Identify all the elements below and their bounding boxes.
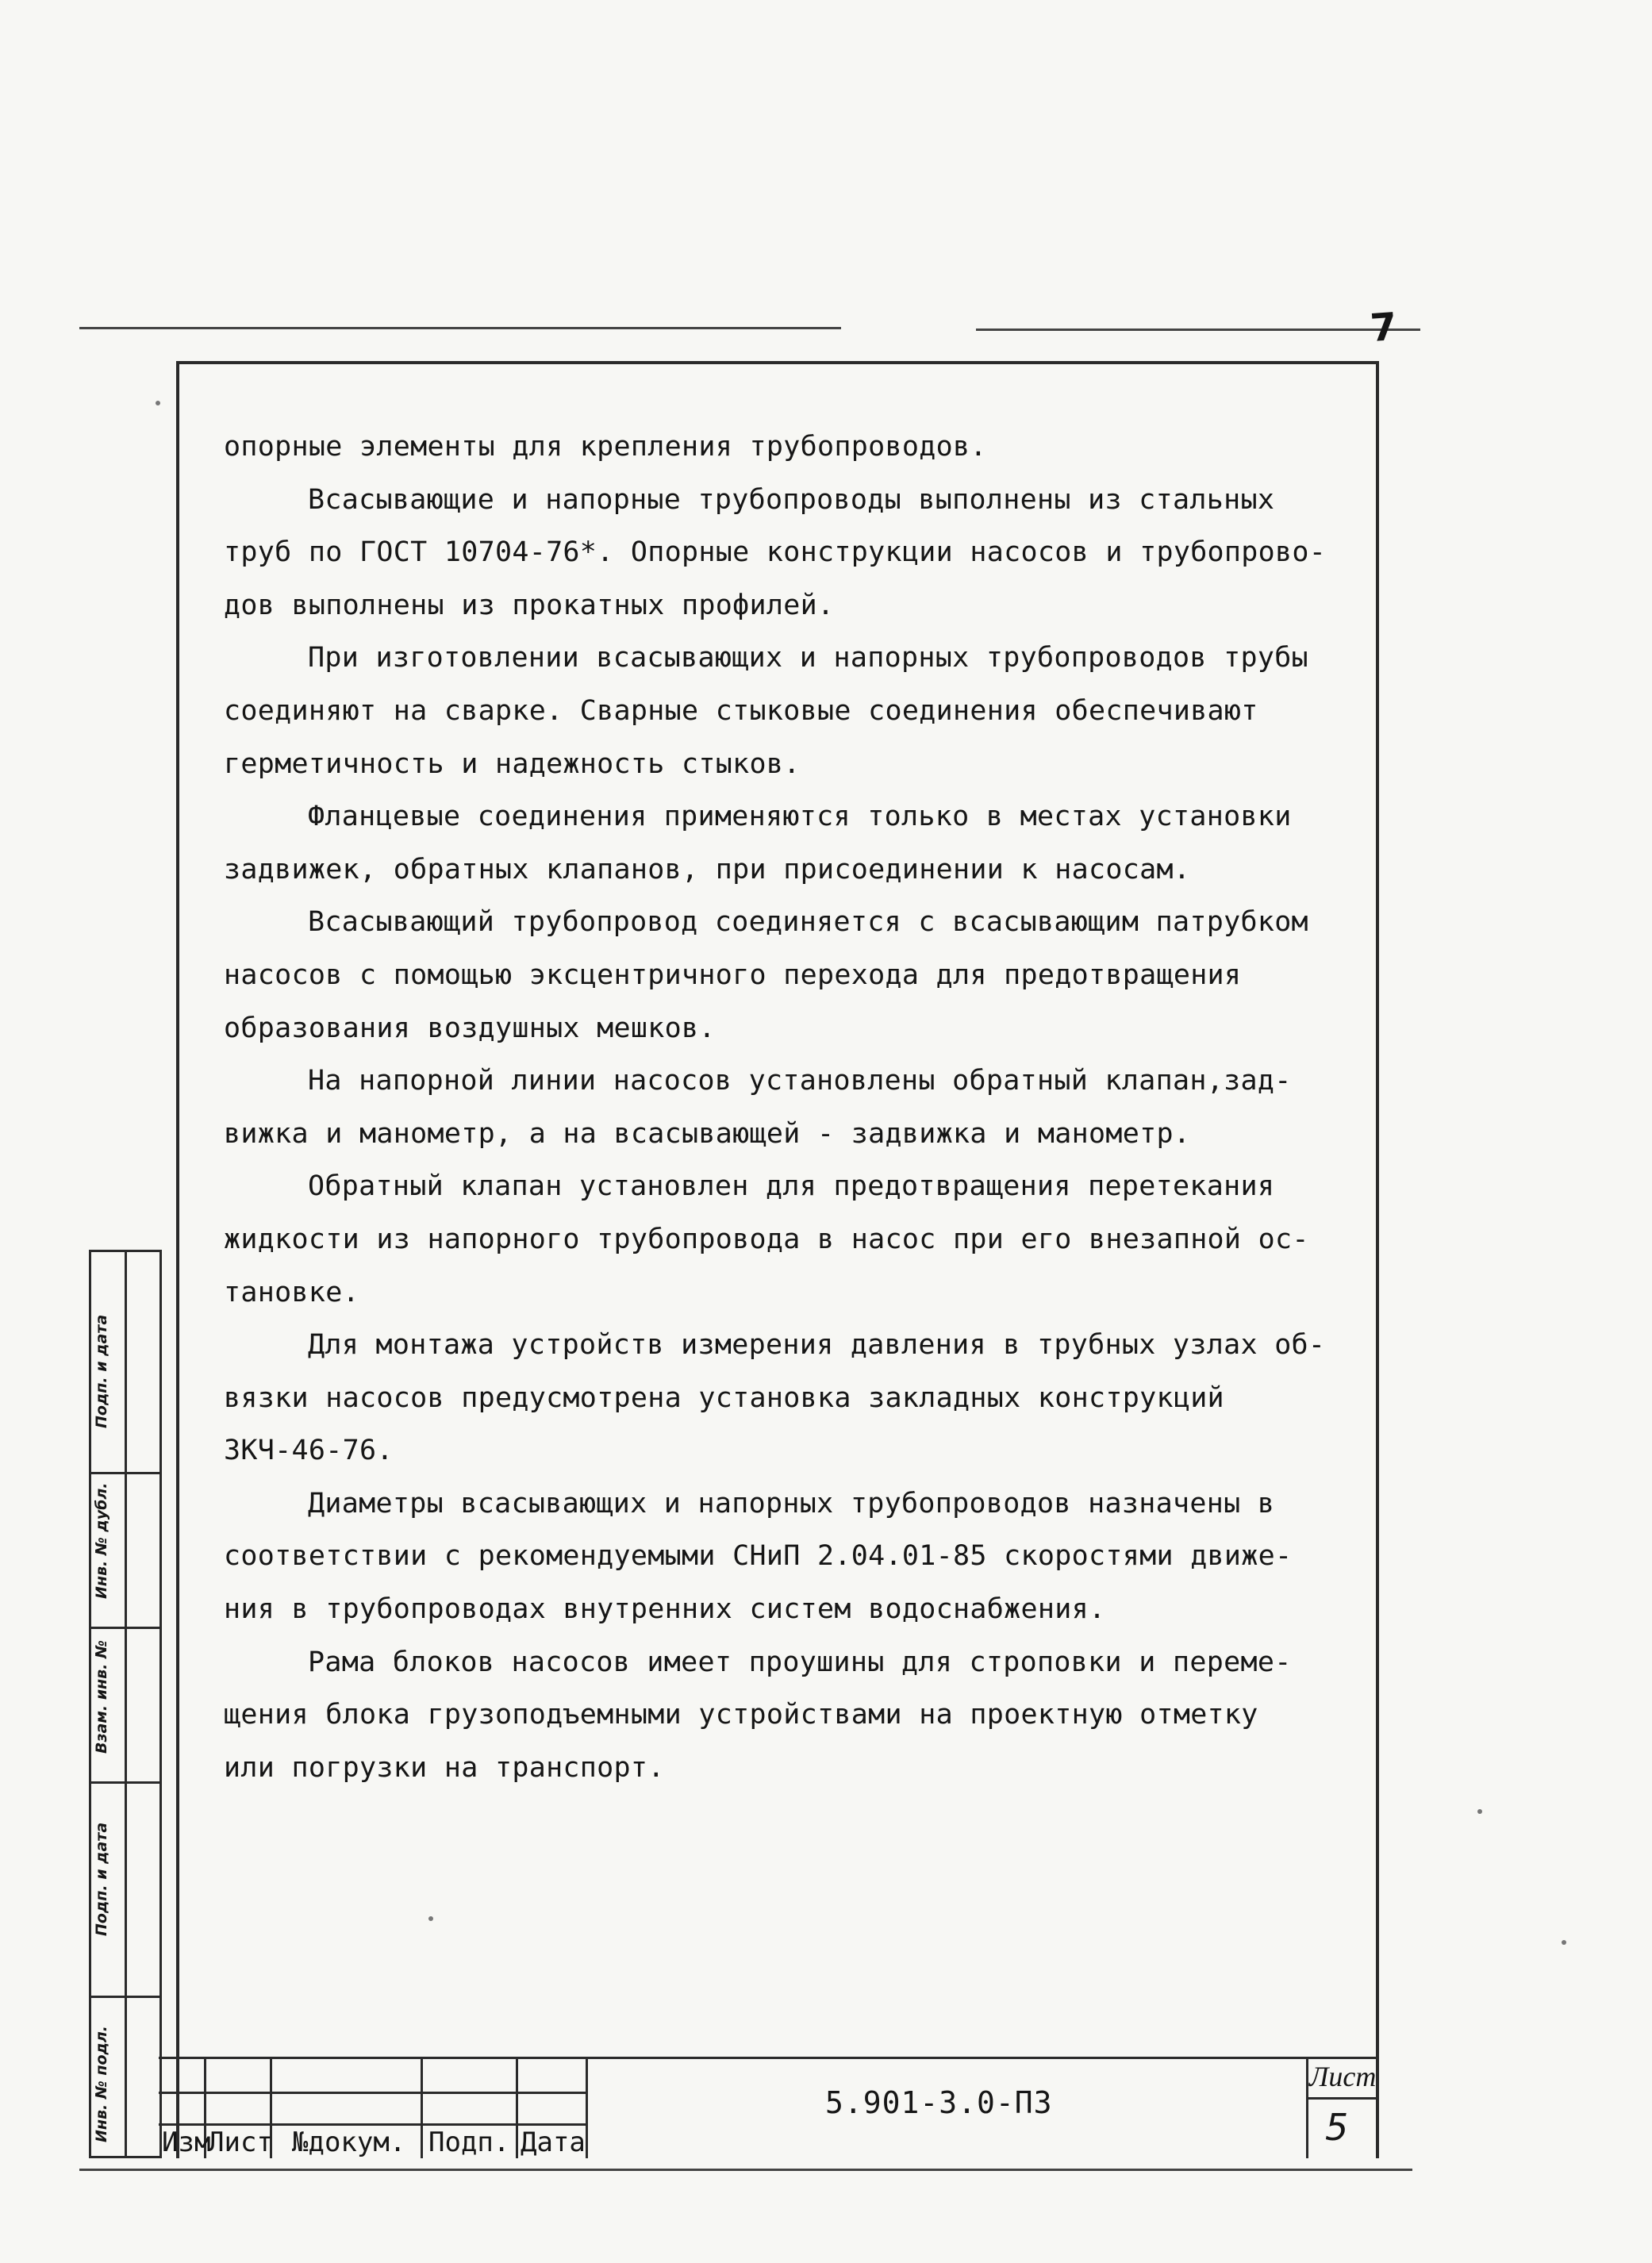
sidebar-label-sign-date-2: Подп. и дата — [93, 1822, 110, 1936]
document-body — [224, 421, 1350, 1794]
sidebar-label-replace-inv-no: Взам. инв. № — [93, 1640, 110, 1754]
paragraph — [224, 421, 1350, 474]
scan-speck — [156, 401, 160, 405]
text-line: герметичность и надежность стыков. — [224, 747, 801, 780]
text-line: соответствии с рекомендуемыми СНиП 2.04.01-85 скоростями движе- — [224, 1540, 1293, 1573]
top-border-line — [79, 327, 841, 329]
col-label-signature: Подп. — [428, 2127, 510, 2158]
scan-speck — [1562, 1940, 1566, 1945]
text-line: Диаметры всасывающих и напорных трубопроводов назначены в — [308, 1487, 1275, 1520]
col-label-change: Изм — [162, 2127, 211, 2158]
sheet-label: Лист — [1309, 2061, 1377, 2092]
text-line: На напорной линии насосов установлены обратный клапан,зад- — [308, 1065, 1292, 1097]
bottom-border-line — [79, 2169, 1412, 2171]
text-line: вижка и манометр, а на всасывающей - задвижка и манометр. — [224, 1117, 1191, 1150]
scan-speck — [428, 1916, 433, 1921]
top-border-line-right — [976, 328, 1420, 331]
sidebar-row-divider — [89, 1781, 162, 1784]
text-line: При изготовлении всасывающих и напорных трубопроводов трубы — [308, 642, 1308, 674]
paragraph — [224, 1319, 1350, 1477]
text-line: Рама блоков насосов имеет проушины для строповки и переме- — [308, 1646, 1292, 1678]
text-line: задвижек, обратных клапанов, при присоединении к насосам. — [224, 853, 1191, 886]
text-line: образования воздушных мешков. — [224, 1012, 716, 1044]
sidebar-column-divider — [125, 1250, 127, 2158]
paragraph — [224, 1477, 1350, 1636]
col-label-date: Дата — [521, 2127, 586, 2158]
paragraph — [224, 1636, 1350, 1795]
text-line: жидкости из напорного трубопровода в насос при его внезапной ос- — [224, 1223, 1309, 1255]
text-line: тановке. — [224, 1276, 359, 1308]
text-line: щения блока грузоподъемными устройствами на проектную отметку — [224, 1699, 1258, 1731]
sheet-cell-divider — [1306, 2097, 1379, 2100]
sidebar-row-divider — [89, 1627, 162, 1629]
sidebar-label-duplicate-no: Инв. № дубл. — [93, 1482, 110, 1599]
text-line: ЗКЧ-46-76. — [224, 1435, 394, 1467]
scan-speck — [1477, 1809, 1482, 1814]
top-page-number: 7 — [1369, 304, 1399, 352]
title-block-col-line — [1306, 2057, 1308, 2158]
paragraph — [224, 1160, 1350, 1319]
title-block-col-line — [586, 2057, 588, 2158]
title-block-row-line — [159, 2092, 586, 2094]
col-label-sheet: Лист — [208, 2127, 273, 2158]
text-line: Фланцевые соединения применяются только в местах установки — [308, 801, 1292, 833]
paragraph — [224, 790, 1350, 896]
col-label-document-no: №докум. — [292, 2127, 406, 2158]
title-block-col-line — [421, 2057, 423, 2158]
text-line: вязки насосов предусмотрена установка закладных конструкций — [224, 1381, 1224, 1414]
text-line: Всасывающие и напорные трубопроводы выполнены из стальных — [308, 483, 1275, 516]
paragraph — [224, 474, 1350, 632]
text-line: Обратный клапан установлен для предотвращения перетекания — [308, 1170, 1275, 1203]
text-line: дов выполнены из прокатных профилей. — [224, 589, 835, 621]
text-line: или погрузки на транспорт. — [224, 1751, 665, 1784]
sidebar-label-original-inv-no: Инв. № подл. — [93, 2025, 110, 2142]
title-block-col-line — [516, 2057, 518, 2158]
sidebar-label-sign-date: Подп. и дата — [93, 1314, 110, 1428]
paragraph — [224, 896, 1350, 1055]
title-block-row-line — [159, 2123, 586, 2126]
text-line: Для монтажа устройств измерения давления в трубных узлах об- — [308, 1329, 1326, 1362]
text-line: опорные элементы для крепления трубопроводов. — [224, 431, 987, 463]
text-line: Всасывающий трубопровод соединяется с всасывающим патрубком — [308, 906, 1308, 939]
paragraph — [224, 632, 1350, 790]
text-line: ния в трубопроводах внутренних систем водоснабжения. — [224, 1593, 1106, 1626]
sidebar-row-divider — [89, 1996, 162, 1998]
sidebar-row-divider — [89, 1472, 162, 1474]
text-line: соединяют на сварке. Сварные стыковые соединения обеспечивают — [224, 694, 1258, 727]
text-line: труб по ГОСТ 10704-76*. Опорные конструкции насосов и трубопрово- — [224, 536, 1327, 569]
document-code: 5.901-3.0-ПЗ — [825, 2085, 1053, 2120]
sheet-number: 5 — [1325, 2106, 1349, 2149]
text-line: насосов с помощью эксцентричного перехода для предотвращения — [224, 959, 1242, 991]
paragraph — [224, 1055, 1350, 1160]
